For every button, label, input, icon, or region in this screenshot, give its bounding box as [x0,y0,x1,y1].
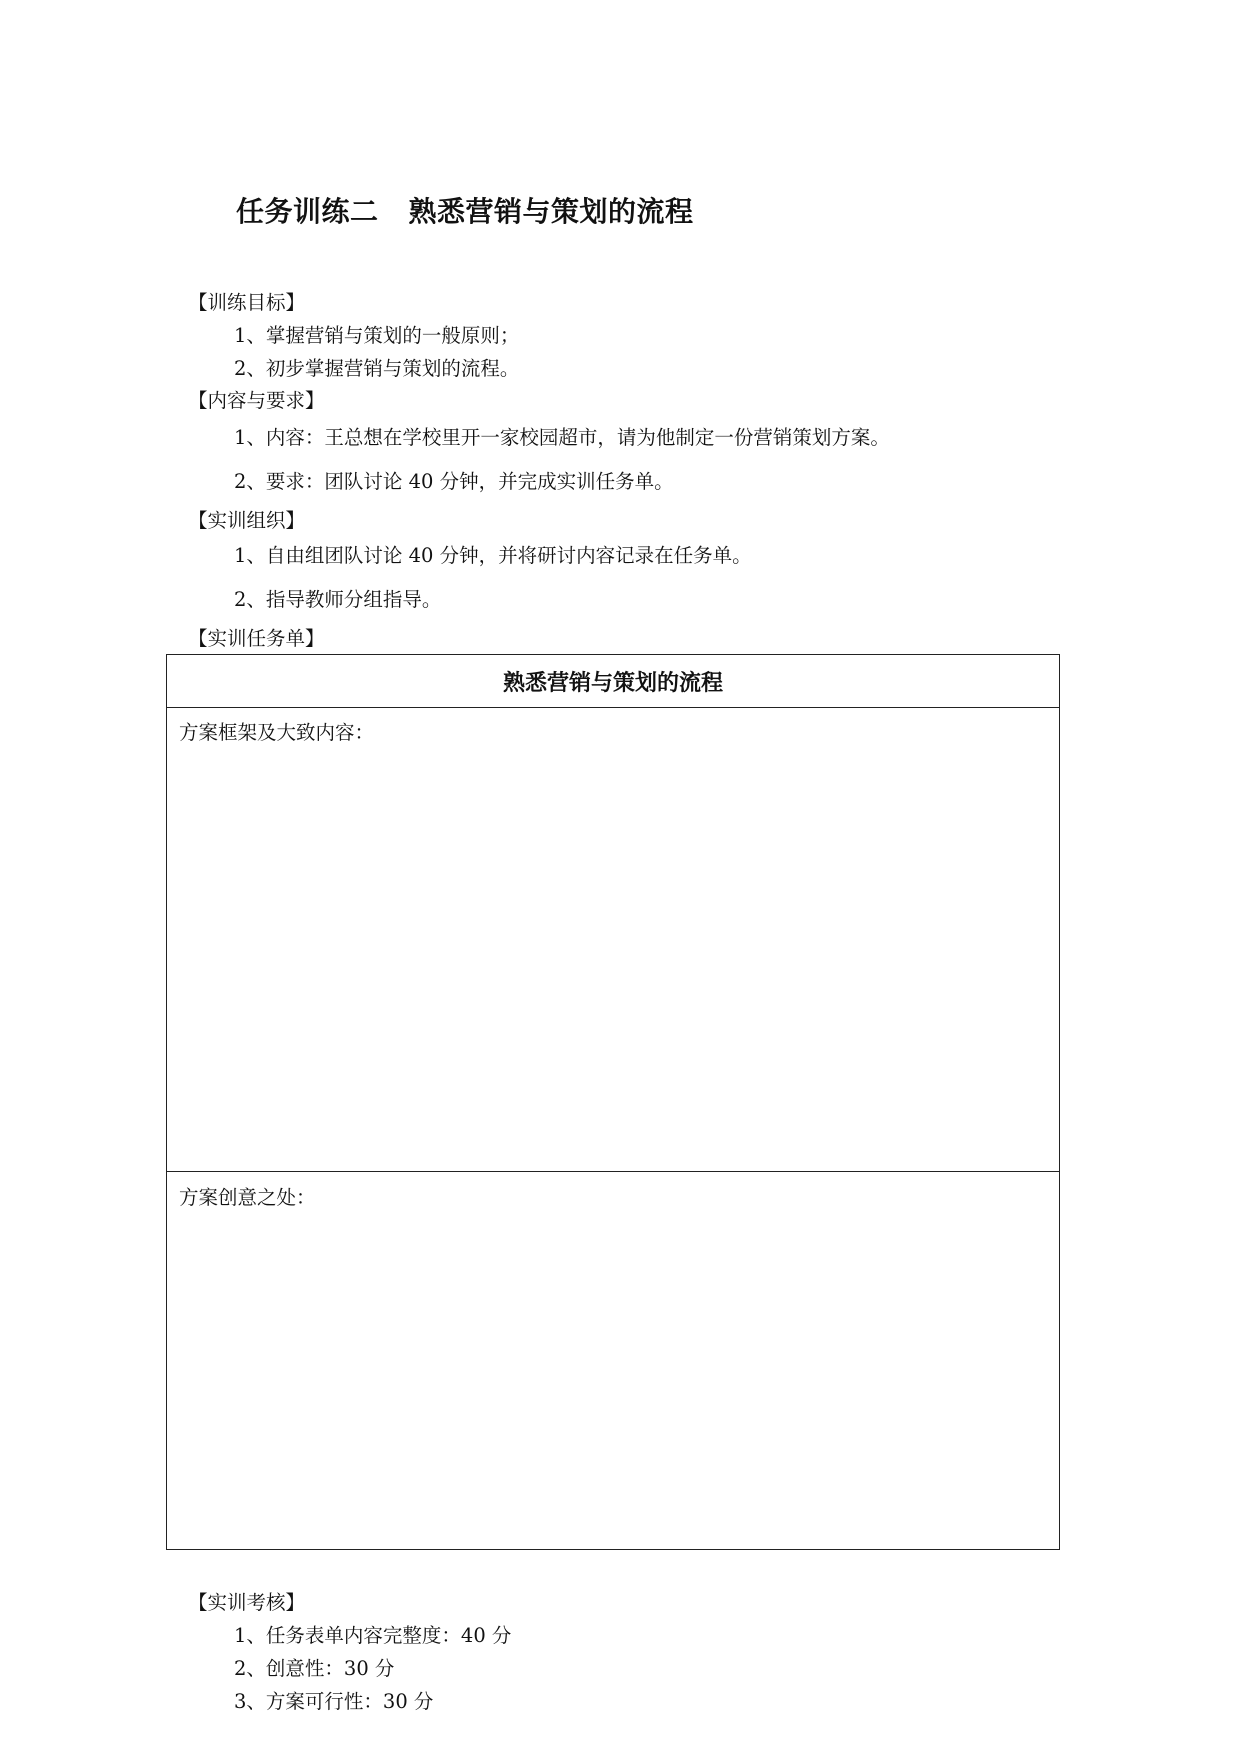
goals-item-1: 1、掌握营销与策划的一般原则； [234,324,520,347]
content-item-2: 2、要求：团队讨论 40 分钟，并完成实训任务单。 [234,470,674,493]
assessment-item-3: 3、方案可行性：30 分 [234,1690,434,1713]
assessment-item-1: 1、任务表单内容完整度：40 分 [234,1624,512,1647]
page-title [236,190,694,230]
content-item-1: 1、内容：王总想在学校里开一家校园超市，请为他制定一份营销策划方案。 [234,426,890,449]
section-heading-assessment: 【实训考核】 [188,1591,306,1614]
title-part-2: 熟悉营销与策划的流程 [408,195,694,228]
assessment-item-2: 2、创意性：30 分 [234,1657,395,1680]
goals-item-2: 2、初步掌握营销与策划的流程。 [234,357,520,380]
section-heading-organization: 【实训组织】 [188,509,306,532]
section-heading-tasksheet: 【实训任务单】 [188,627,325,650]
section-heading-content: 【内容与要求】 [188,389,325,412]
task-sheet-cell-creativity[interactable] [167,1172,1059,1549]
framework-label: 方案框架及大致内容： [179,721,375,744]
task-sheet-header: 熟悉营销与策划的流程 [167,655,1059,708]
creativity-label: 方案创意之处： [179,1186,316,1209]
section-heading-goals: 【训练目标】 [188,291,306,314]
task-sheet-cell-framework[interactable] [167,707,1059,1172]
organization-item-2: 2、指导教师分组指导。 [234,588,442,611]
title-part-1: 任务训练二 [236,195,379,228]
task-sheet-table [166,654,1060,1550]
organization-item-1: 1、自由组团队讨论 40 分钟，并将研讨内容记录在任务单。 [234,544,752,567]
